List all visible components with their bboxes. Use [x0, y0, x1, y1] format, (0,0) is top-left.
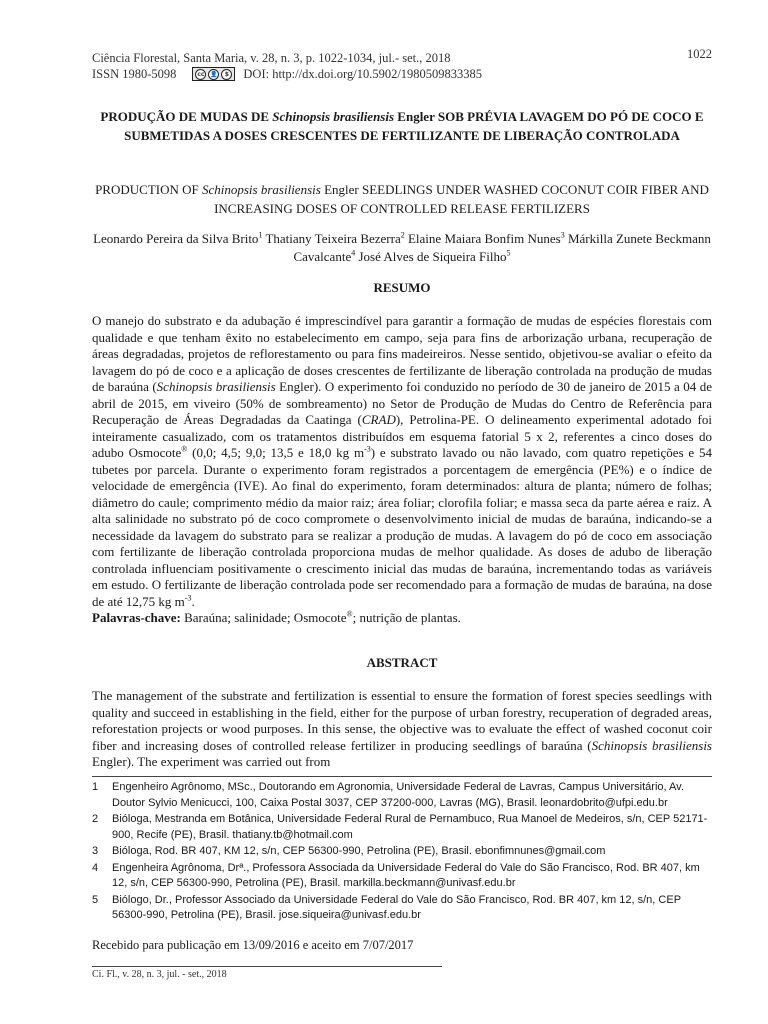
- resumo-text: .: [191, 593, 195, 609]
- received-accepted-dates: Recebido para publicação em 13/09/2016 e aceito em 7/07/2017: [92, 938, 414, 952]
- author-name: José Alves de Siqueira Filho: [355, 249, 507, 264]
- keywords-label: Palavras-chave:: [92, 610, 181, 625]
- article-page: [92, 0, 712, 1024]
- title-pt-text-1: PRODUÇÃO DE MUDAS DE: [100, 109, 273, 124]
- footnote-text: Bióloga, Rod. BR 407, KM 12, s/n, CEP 56300-990, Petrolina (PE), Brasil. ebonfimnunes@gmail.com: [112, 845, 606, 857]
- title-en-text-2: Engler SEEDLINGS UNDER WASHED COCONUT COIR FIBER AND INCREASING DOSES OF CONTROLLED RELEASE FERTILIZERS: [214, 182, 709, 216]
- title-pt-text-2: Engler SOB PRÉVIA LAVAGEM DO PÓ DE COCO E SUBMETIDAS A DOSES CRESCENTES DE FERTILIZANTE DE LIBERAÇÃO CONTROLADA: [124, 109, 704, 143]
- footnote-item: [92, 780, 712, 811]
- abstract-heading: ABSTRACT: [366, 655, 438, 670]
- footnotes: [92, 780, 712, 925]
- unit-exponent: -3: [184, 593, 192, 603]
- footnote-text: Biólogo, Dr., Professor Associado da Universidade Federal do Vale do São Francisco, Rod. BR 407, km 12, s/n, CEP 56300-990, Petrolina (PE), Brasil. jose.siqueira@univasf.edu.br: [112, 893, 681, 921]
- footnote-divider: [92, 776, 712, 777]
- author-name: Elaine Maiara Bonfim Nunes: [404, 231, 561, 246]
- resumo-text: ), Petrolina-PE. O delineamento experimental adotado foi inteiramente casualizado, com os tratamentos distribuídos em esquema fatorial 5 x 2, referentes a cinco doses do adubo Osmocote: [92, 412, 712, 460]
- footnote-item: [92, 893, 712, 924]
- resumo-text: Engler). O experimento foi conduzido no período de 30 de janeiro de 2015 a 04 de abril de 2015, em viveiro (50% de sombreamento) no Setor de Produção de Mudas do Centro de Referência para Recuperação de Áreas Degradadas da Caatinga (: [92, 379, 712, 427]
- bottom-divider: [92, 966, 442, 967]
- author-name: Márkilla Zunete Beckmann Cavalcante: [293, 231, 711, 264]
- footnote-number: 2: [92, 813, 99, 825]
- noncommercial-icon: $: [221, 69, 232, 80]
- creative-commons-badge[interactable]: [192, 67, 235, 81]
- issn-text: ISSN 1980-5098: [92, 67, 177, 81]
- footnote-item: [92, 861, 712, 892]
- author-name: Leonardo Pereira da Silva Brito: [93, 231, 259, 246]
- page-number: 1022: [687, 47, 712, 61]
- doi-link[interactable]: DOI: http://dx.doi.org/10.5902/1980509833385: [243, 67, 483, 81]
- by-attribution-icon: 👤: [210, 70, 218, 78]
- running-footer-citation: Ci. Fl., v. 28, n. 3, jul. - set., 2018: [92, 969, 227, 980]
- footnote-item: [92, 844, 712, 860]
- footnote-text: Engenheiro Agrônomo, MSc., Doutorando em Agronomia, Universidade Federal de Lavras, Campus Universitário, Av. Doutor Sylvio Menicucci, 100, Caixa Postal 3037, CEP 37200-000, Lavras (MG), Brasil. leonardobrito@ufpi.edu.br: [112, 781, 684, 809]
- footnote-number: 5: [92, 893, 99, 906]
- title-pt-species: Schinopsis brasiliensis: [272, 109, 395, 124]
- abstract-text: Engler). The experiment was carried out from: [92, 754, 331, 769]
- footnote-number: 1: [92, 781, 99, 793]
- footnote-item: [92, 812, 712, 843]
- journal-citation-line: Ciência Florestal, Santa Maria, v. 28, n. 3, p. 1022-1034, jul.- set., 2018: [92, 51, 451, 65]
- title-english: [92, 180, 712, 218]
- author-affiliation-mark: 1: [258, 230, 263, 240]
- author-list: [92, 230, 712, 266]
- title-en-species: Schinopsis brasiliensis: [201, 182, 321, 197]
- footnote-number: 4: [92, 861, 99, 874]
- unit-exponent: -3: [364, 444, 371, 454]
- author-name: Thatiany Teixeira Bezerra: [262, 231, 401, 246]
- resumo-text: O manejo do substrato e da adubação é imprescindível para garantir a formação de mudas de espécies florestais com qualidade e que tenham êxito no estabelecimento em campo, seja para fins de arborização urbana, recuperação de áreas degradadas, projetos de reflorestamento ou para fins madeireiros. Nesse sentido, objetivou-se avaliar o efeito da lavagem do pó de coco e a aplicação de doses crescentes de fertilizante de liberação controlada na produção de mudas de baraúna (: [92, 313, 712, 394]
- resumo-paragraph: [92, 313, 712, 627]
- abstract-species: Schinopsis brasiliensis: [591, 737, 712, 753]
- footnote-text: Engenheira Agrônoma, Drª., Professora Associada da Universidade Federal do Vale do São Francisco, Rod. BR 407, km 12, s/n, CEP 56300-990, Petrolina (PE), Brasil. markilla.beckmann@univasf.edu.br: [112, 861, 700, 889]
- cc-icon: cc: [197, 70, 205, 78]
- abstract-paragraph: [92, 688, 712, 771]
- resumo-acronym: CRAD: [361, 412, 396, 427]
- issn-doi-line: [92, 66, 712, 82]
- keywords-text: ; nutrição de plantas.: [352, 610, 461, 625]
- author-affiliation-mark: 5: [506, 248, 511, 258]
- author-affiliation-mark: 3: [560, 230, 565, 240]
- abstract-text: The management of the substrate and fertilization is essential to ensure the formation of forest species seedlings with quality and succeed in establishing in the field, either for the purpose of urban forestry, recuperation of degraded areas, reforestation projects or wood purposes. In this sense, the objective was to evaluate the effect of washed coconut coir fiber and increasing doses of controlled release fertilizer in producing seedlings of baraúna (: [92, 688, 712, 753]
- author-affiliation-mark: 2: [400, 230, 405, 240]
- registered-mark: ®: [181, 444, 188, 454]
- keywords-text: Baraúna; salinidade; Osmocote: [180, 610, 347, 625]
- resumo-species: Schinopsis brasiliensis: [156, 379, 276, 394]
- resumo-text: (0,0; 4,5; 9,0; 13,5 e 18,0 kg m: [187, 445, 365, 460]
- resumo-text: ) e substrato lavado ou não lavado, com quatro repetições e 54 tubetes por parcela. Durante o experimento foram registrados a porcentagem de emergência (PE%) e o índice de velocidade de emergência (IVE). Ao final do experimento, foram determinados: altura de planta; número de folhas; diâmetro do caule; comprimento médio da maior raiz; área foliar; clorofila foliar; e massa seca da parte aérea e raiz. A alta salinidade no substrato pó de coco compromete o desenvolvimento inicial de mudas de baraúna, indicando-se a necessidade da lavagem do substrato para se realizar a produção de mudas. A lavagem do pó de coco em associação com fertilizante de liberação controlada proporciona mudas de melhor qualidade. As doses de adubo de liberação controlada influenciam positivamente o crescimento inicial das mudas de baraúna, incrementando todas as variáveis em estudo. O fertilizante de liberação controlada pode ser recomendado para a formação de mudas de baraúna, na dose de até 12,75 kg m: [92, 445, 713, 609]
- footnote-text: Bióloga, Mestranda em Botânica, Universidade Federal Rural de Pernambuco, Rua Manoel de Medeiros, s/n, CEP 52171-900, Recife (PE), Brasil. thatiany.tb@hotmail.com: [112, 813, 708, 841]
- registered-mark: ®: [346, 609, 353, 619]
- footnote-number: 3: [92, 845, 99, 857]
- title-portuguese: [92, 107, 712, 145]
- resumo-heading: RESUMO: [373, 280, 431, 295]
- title-en-text-1: PRODUCTION OF: [95, 182, 202, 197]
- author-affiliation-mark: 4: [351, 248, 356, 258]
